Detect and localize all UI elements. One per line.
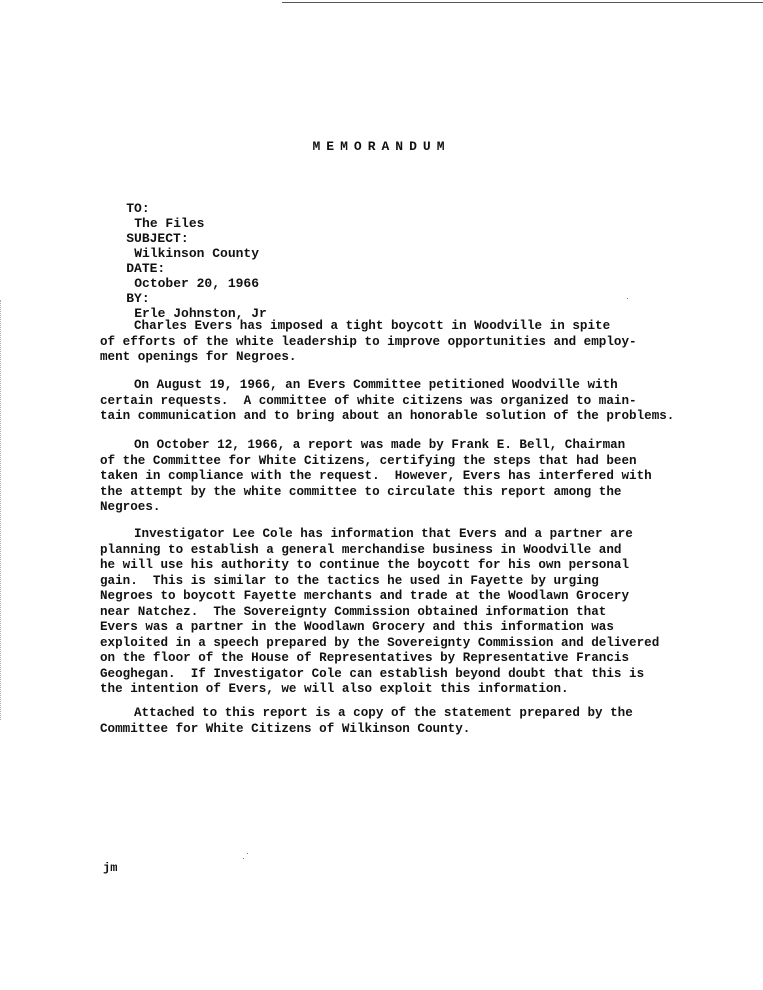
by-value: Erle Johnston, Jr — [134, 306, 267, 321]
paragraph-line: of the Committee for White Citizens, certifying the steps that had been — [100, 453, 637, 468]
paragraph-line: he will use his authority to continue the boycott for his own personal — [100, 558, 630, 572]
memo-title-text: MEMORANDUM — [312, 139, 451, 154]
date-label: DATE: — [126, 261, 166, 276]
to-value: The Files — [134, 216, 205, 231]
paragraph-line: Negroes to boycott Fayette merchants and trade at the Woodlawn Grocery — [100, 589, 630, 603]
paragraph-5 — [100, 706, 690, 737]
paragraph-line: taken in compliance with the request. However, Evers has interfered with — [100, 469, 652, 483]
paragraph-line: Committee for White Citizens of Wilkinson County. — [100, 721, 471, 736]
typist-initials: jm — [103, 861, 118, 875]
subject-label: SUBJECT: — [126, 231, 189, 246]
paragraph-line: tain communication and to bring about an honorable solution of the problems. — [100, 409, 675, 423]
paragraph-line: Evers was a partner in the Woodlawn Grocery and this information was — [100, 620, 614, 634]
paragraph-line: planning to establish a general merchandise business in Woodville and — [100, 542, 622, 557]
paragraph-line: exploited in a speech prepared by the Sovereignty Commission and delivered — [100, 635, 660, 650]
paragraph-line: Negroes. — [100, 500, 161, 514]
paragraph-4 — [100, 527, 690, 698]
memo-title — [0, 139, 763, 154]
paragraph-line: On October 12, 1966, a report was made by Frank E. Bell, Chairman — [134, 438, 626, 452]
paragraph-2 — [100, 378, 690, 425]
paragraph-line: near Natchez. The Sovereignty Commission obtained information that — [100, 604, 607, 619]
paragraph-line: of efforts of the white leadership to improve opportunities and employ- — [100, 334, 637, 349]
date-value: October 20, 1966 — [134, 276, 260, 291]
paragraph-1 — [100, 319, 690, 366]
paragraph-line: Attached to this report is a copy of the statement prepared by the — [134, 706, 633, 720]
scan-left-edge — [0, 300, 3, 720]
scan-speck — [247, 853, 248, 854]
paragraph-line: Geoghegan. If Investigator Cole can establish beyond doubt that this is — [100, 666, 645, 681]
paragraph-line: Charles Evers has imposed a tight boycott in Woodville in spite — [134, 319, 611, 333]
scan-speck — [627, 298, 628, 299]
paragraph-line: the intention of Evers, we will also exploit this information. — [100, 682, 569, 696]
subject-value: Wilkinson County — [134, 246, 260, 261]
paragraph-3 — [100, 438, 690, 516]
scan-speck — [243, 858, 244, 859]
paragraph-line: ment openings for Negroes. — [100, 350, 297, 364]
to-label: TO: — [126, 201, 150, 216]
by-label: BY: — [126, 291, 150, 306]
paragraph-line: the attempt by the white committee to circulate this report among the — [100, 484, 622, 499]
paragraph-line: certain requests. A committee of white citizens was organized to main- — [100, 393, 637, 408]
paragraph-line: On August 19, 1966, an Evers Committee petitioned Woodville with — [134, 378, 618, 392]
scan-top-rule — [282, 2, 763, 3]
paragraph-line: gain. This is similar to the tactics he used in Fayette by urging — [100, 573, 599, 588]
paragraph-line: on the floor of the House of Representatives by Representative Francis — [100, 651, 630, 665]
paragraph-line: Investigator Lee Cole has information that Evers and a partner are — [134, 527, 633, 541]
